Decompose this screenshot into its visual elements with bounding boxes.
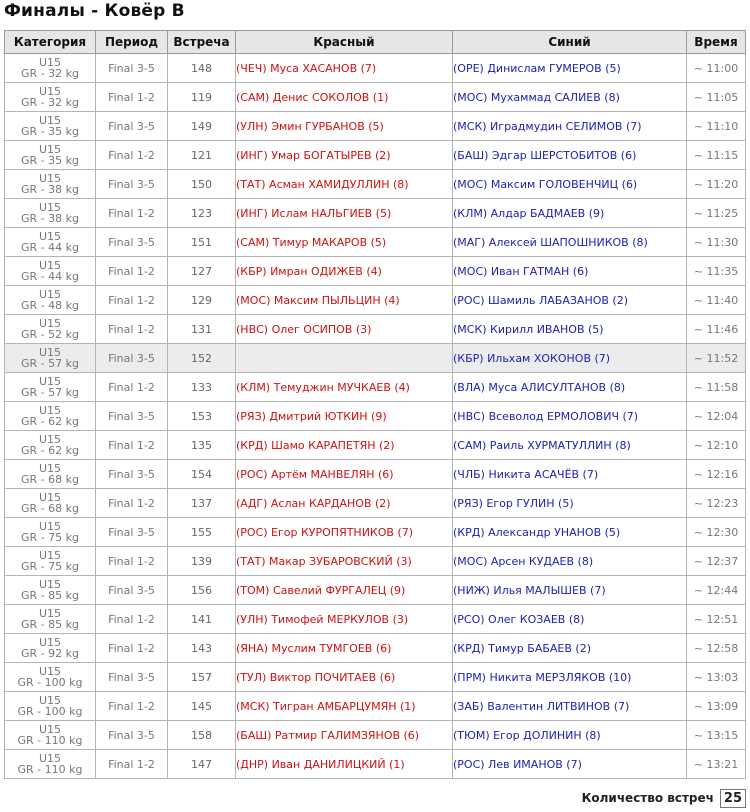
blue-wrestler-cell: (ОРЕ) Динислам ГУМЕРОВ (5)	[453, 54, 687, 83]
table-row[interactable]	[5, 431, 746, 460]
blue-wrestler-cell: (РОС) Лев ИМАНОВ (7)	[453, 750, 687, 779]
bout-count-footer	[582, 787, 746, 809]
category-cell	[5, 750, 96, 779]
weight-class: GR - 52 kg	[21, 328, 79, 341]
blue-wrestler-cell: (МАГ) Алексей ШАПОШНИКОВ (8)	[453, 228, 687, 257]
blue-wrestler-cell: (КЛМ) Алдар БАДМАЕВ (9)	[453, 199, 687, 228]
time-cell: ~ 12:44	[687, 576, 746, 605]
period-cell: Final 3-5	[96, 402, 168, 431]
weight-class: GR - 100 kg	[17, 676, 83, 689]
bout-number-cell: 127	[168, 257, 236, 286]
table-row[interactable]	[5, 170, 746, 199]
age-group: U15	[38, 636, 62, 649]
blue-wrestler-cell: (РЯЗ) Егор ГУЛИН (5)	[453, 489, 687, 518]
bout-number-cell: 149	[168, 112, 236, 141]
time-cell: ~ 12:51	[687, 605, 746, 634]
blue-wrestler-cell: (РОС) Шамиль ЛАБАЗАНОВ (2)	[453, 286, 687, 315]
weight-class: GR - 85 kg	[21, 618, 79, 631]
category-cell	[5, 315, 96, 344]
red-wrestler-cell: (МСК) Тигран АМБАРЦУМЯН (1)	[236, 692, 453, 721]
period-cell: Final 1-2	[96, 750, 168, 779]
time-cell: ~ 13:09	[687, 692, 746, 721]
red-wrestler-cell: (ЧЕЧ) Муса ХАСАНОВ (7)	[236, 54, 453, 83]
age-group: U15	[38, 317, 62, 330]
period-cell: Final 1-2	[96, 373, 168, 402]
red-wrestler-cell: (БАШ) Ратмир ГАЛИМЗЯНОВ (6)	[236, 721, 453, 750]
time-cell: ~ 11:58	[687, 373, 746, 402]
red-wrestler-cell: (УЛН) Эмин ГУРБАНОВ (5)	[236, 112, 453, 141]
weight-class: GR - 32 kg	[21, 96, 79, 109]
time-cell: ~ 11:05	[687, 83, 746, 112]
bout-number-cell: 148	[168, 54, 236, 83]
category-cell	[5, 518, 96, 547]
age-group: U15	[38, 549, 62, 562]
period-cell: Final 1-2	[96, 83, 168, 112]
table-row[interactable]	[5, 199, 746, 228]
weight-class: GR - 62 kg	[21, 415, 79, 428]
age-group: U15	[38, 288, 62, 301]
weight-class: GR - 75 kg	[21, 531, 79, 544]
time-cell: ~ 12:16	[687, 460, 746, 489]
category-cell	[5, 663, 96, 692]
time-cell: ~ 11:00	[687, 54, 746, 83]
table-row[interactable]	[5, 344, 746, 373]
bout-number-cell: 157	[168, 663, 236, 692]
bout-number-cell: 123	[168, 199, 236, 228]
table-row[interactable]	[5, 54, 746, 83]
period-cell: Final 3-5	[96, 228, 168, 257]
blue-wrestler-cell: (ТЮМ) Егор ДОЛИНИН (8)	[453, 721, 687, 750]
blue-wrestler-cell: (МОС) Мухаммад САЛИЕВ (8)	[453, 83, 687, 112]
time-cell: ~ 11:15	[687, 141, 746, 170]
weight-class: GR - 100 kg	[17, 705, 83, 718]
category-cell	[5, 141, 96, 170]
weight-class: GR - 38 kg	[21, 212, 79, 225]
column-header-bout[interactable]: Встреча	[168, 31, 236, 54]
red-wrestler-cell: (КРД) Шамо КАРАПЕТЯН (2)	[236, 431, 453, 460]
time-cell: ~ 13:15	[687, 721, 746, 750]
table-row[interactable]	[5, 112, 746, 141]
blue-wrestler-cell: (НИЖ) Илья МАЛЫШЕВ (7)	[453, 576, 687, 605]
age-group: U15	[38, 230, 62, 243]
weight-class: GR - 35 kg	[21, 125, 79, 138]
category-cell	[5, 547, 96, 576]
period-cell: Final 3-5	[96, 663, 168, 692]
table-row[interactable]	[5, 605, 746, 634]
bout-number-cell: 141	[168, 605, 236, 634]
age-group: U15	[38, 491, 62, 504]
age-group: U15	[38, 694, 62, 707]
weight-class: GR - 110 kg	[17, 734, 83, 747]
category-cell	[5, 402, 96, 431]
weight-class: GR - 57 kg	[21, 386, 79, 399]
blue-wrestler-cell: (КРД) Тимур БАБАЕВ (2)	[453, 634, 687, 663]
age-group: U15	[38, 723, 62, 736]
bout-number-cell: 139	[168, 547, 236, 576]
weight-class: GR - 62 kg	[21, 444, 79, 457]
blue-wrestler-cell: (ПРМ) Никита МЕРЗЛЯКОВ (10)	[453, 663, 687, 692]
bout-count-label: Количество встреч	[581, 791, 714, 805]
period-cell: Final 1-2	[96, 286, 168, 315]
age-group: U15	[38, 201, 62, 214]
bout-number-cell: 133	[168, 373, 236, 402]
category-cell	[5, 634, 96, 663]
period-cell: Final 3-5	[96, 518, 168, 547]
column-header-period[interactable]: Период	[96, 31, 168, 54]
time-cell: ~ 11:35	[687, 257, 746, 286]
table-row[interactable]	[5, 518, 746, 547]
period-cell: Final 1-2	[96, 605, 168, 634]
category-cell	[5, 257, 96, 286]
red-wrestler-cell: (САМ) Денис СОКОЛОВ (1)	[236, 83, 453, 112]
bout-number-cell: 137	[168, 489, 236, 518]
weight-class: GR - 44 kg	[21, 241, 79, 254]
table-row[interactable]	[5, 692, 746, 721]
table-row[interactable]	[5, 663, 746, 692]
blue-wrestler-cell: (КБР) Ильхам ХОКОНОВ (7)	[453, 344, 687, 373]
category-cell	[5, 83, 96, 112]
weight-class: GR - 85 kg	[21, 589, 79, 602]
bout-number-cell: 153	[168, 402, 236, 431]
age-group: U15	[38, 85, 62, 98]
red-wrestler-cell: (РЯЗ) Дмитрий ЮТКИН (9)	[236, 402, 453, 431]
category-cell	[5, 605, 96, 634]
time-cell: ~ 11:40	[687, 286, 746, 315]
time-cell: ~ 13:21	[687, 750, 746, 779]
time-cell: ~ 11:46	[687, 315, 746, 344]
category-cell	[5, 692, 96, 721]
table-row[interactable]	[5, 721, 746, 750]
table-row[interactable]	[5, 83, 746, 112]
period-cell: Final 1-2	[96, 199, 168, 228]
bout-number-cell: 151	[168, 228, 236, 257]
age-group: U15	[38, 56, 62, 69]
weight-class: GR - 35 kg	[21, 154, 79, 167]
category-cell	[5, 170, 96, 199]
weight-class: GR - 57 kg	[21, 357, 79, 370]
period-cell: Final 3-5	[96, 460, 168, 489]
table-row[interactable]	[5, 402, 746, 431]
age-group: U15	[38, 114, 62, 127]
weight-class: GR - 68 kg	[21, 502, 79, 515]
blue-wrestler-cell: (КРД) Александр УНАНОВ (5)	[453, 518, 687, 547]
red-wrestler-cell: (НВС) Олег ОСИПОВ (3)	[236, 315, 453, 344]
red-wrestler-cell: (КБР) Имран ОДИЖЕВ (4)	[236, 257, 453, 286]
age-group: U15	[38, 607, 62, 620]
bout-number-cell: 158	[168, 721, 236, 750]
bout-number-cell: 154	[168, 460, 236, 489]
category-cell	[5, 721, 96, 750]
red-wrestler-cell: (ТОМ) Савелий ФУРГАЛЕЦ (9)	[236, 576, 453, 605]
weight-class: GR - 48 kg	[21, 299, 79, 312]
time-cell: ~ 12:58	[687, 634, 746, 663]
red-wrestler-cell: (САМ) Тимур МАКАРОВ (5)	[236, 228, 453, 257]
time-cell: ~ 12:37	[687, 547, 746, 576]
period-cell: Final 3-5	[96, 112, 168, 141]
bout-number-cell: 129	[168, 286, 236, 315]
table-row[interactable]	[5, 750, 746, 779]
table-row[interactable]	[5, 373, 746, 402]
red-wrestler-cell: (ЯНА) Муслим ТУМГОЕВ (6)	[236, 634, 453, 663]
category-cell	[5, 344, 96, 373]
blue-wrestler-cell: (ВЛА) Муса АЛИСУЛТАНОВ (8)	[453, 373, 687, 402]
bout-number-cell: 150	[168, 170, 236, 199]
age-group: U15	[38, 433, 62, 446]
blue-wrestler-cell: (ЗАБ) Валентин ЛИТВИНОВ (7)	[453, 692, 687, 721]
category-cell	[5, 489, 96, 518]
weight-class: GR - 44 kg	[21, 270, 79, 283]
bout-count-value: 25	[720, 789, 746, 808]
table-row[interactable]	[5, 489, 746, 518]
bout-number-cell: 152	[168, 344, 236, 373]
blue-wrestler-cell: (БАШ) Эдгар ШЕРСТОБИТОВ (6)	[453, 141, 687, 170]
bout-number-cell: 156	[168, 576, 236, 605]
time-cell: ~ 11:30	[687, 228, 746, 257]
blue-wrestler-cell: (НВС) Всеволод ЕРМОЛОВИЧ (7)	[453, 402, 687, 431]
red-wrestler-cell: (КЛМ) Темуджин МУЧКАЕВ (4)	[236, 373, 453, 402]
time-cell: ~ 12:10	[687, 431, 746, 460]
red-wrestler-cell: (ТАТ) Макар ЗУБАРОВСКИЙ (3)	[236, 547, 453, 576]
category-cell	[5, 228, 96, 257]
bout-number-cell: 131	[168, 315, 236, 344]
red-wrestler-cell: (ИНГ) Ислам НАЛЬГИЕВ (5)	[236, 199, 453, 228]
category-cell	[5, 431, 96, 460]
period-cell: Final 1-2	[96, 489, 168, 518]
period-cell: Final 1-2	[96, 692, 168, 721]
period-cell: Final 1-2	[96, 634, 168, 663]
period-cell: Final 1-2	[96, 315, 168, 344]
period-cell: Final 3-5	[96, 344, 168, 373]
red-wrestler-cell: (АДГ) Аслан КАРДАНОВ (2)	[236, 489, 453, 518]
time-cell: ~ 11:10	[687, 112, 746, 141]
period-cell: Final 1-2	[96, 141, 168, 170]
age-group: U15	[38, 143, 62, 156]
blue-wrestler-cell: (МСК) Иградмудин СЕЛИМОВ (7)	[453, 112, 687, 141]
blue-wrestler-cell: (МСК) Кирилл ИВАНОВ (5)	[453, 315, 687, 344]
age-group: U15	[38, 172, 62, 185]
time-cell: ~ 11:52	[687, 344, 746, 373]
bout-number-cell: 147	[168, 750, 236, 779]
blue-wrestler-cell: (МОС) Максим ГОЛОВЕНЧИЦ (6)	[453, 170, 687, 199]
bout-number-cell: 135	[168, 431, 236, 460]
table-row[interactable]	[5, 547, 746, 576]
category-cell	[5, 460, 96, 489]
weight-class: GR - 32 kg	[21, 67, 79, 80]
time-cell: ~ 13:03	[687, 663, 746, 692]
red-wrestler-cell	[236, 344, 453, 373]
column-header-category[interactable]: Категория	[5, 31, 96, 54]
bout-number-cell: 143	[168, 634, 236, 663]
red-wrestler-cell: (УЛН) Тимофей МЕРКУЛОВ (3)	[236, 605, 453, 634]
weight-class: GR - 75 kg	[21, 560, 79, 573]
weight-class: GR - 110 kg	[17, 763, 83, 776]
period-cell: Final 3-5	[96, 170, 168, 199]
period-cell: Final 1-2	[96, 257, 168, 286]
weight-class: GR - 68 kg	[21, 473, 79, 486]
red-wrestler-cell: (МОС) Максим ПЫЛЬЦИН (4)	[236, 286, 453, 315]
period-cell: Final 1-2	[96, 547, 168, 576]
age-group: U15	[38, 375, 62, 388]
blue-wrestler-cell: (ЧЛБ) Никита АСАЧЁВ (7)	[453, 460, 687, 489]
time-cell: ~ 12:23	[687, 489, 746, 518]
bout-number-cell: 121	[168, 141, 236, 170]
time-cell: ~ 11:20	[687, 170, 746, 199]
category-cell	[5, 373, 96, 402]
table-row[interactable]	[5, 228, 746, 257]
blue-wrestler-cell: (МОС) Арсен КУДАЕВ (8)	[453, 547, 687, 576]
age-group: U15	[38, 578, 62, 591]
category-cell	[5, 286, 96, 315]
time-cell: ~ 12:04	[687, 402, 746, 431]
red-wrestler-cell: (РОС) Артём МАНВЕЛЯН (6)	[236, 460, 453, 489]
period-cell: Final 3-5	[96, 576, 168, 605]
red-wrestler-cell: (ТУЛ) Виктор ПОЧИТАЕВ (6)	[236, 663, 453, 692]
table-row[interactable]	[5, 257, 746, 286]
period-cell: Final 1-2	[96, 431, 168, 460]
table-row[interactable]	[5, 286, 746, 315]
age-group: U15	[38, 520, 62, 533]
age-group: U15	[38, 752, 62, 765]
category-cell	[5, 112, 96, 141]
column-header-time[interactable]: Время	[687, 31, 746, 54]
red-wrestler-cell: (РОС) Егор КУРОПЯТНИКОВ (7)	[236, 518, 453, 547]
category-cell	[5, 199, 96, 228]
age-group: U15	[38, 346, 62, 359]
period-cell: Final 3-5	[96, 721, 168, 750]
table-row[interactable]	[5, 460, 746, 489]
table-row[interactable]	[5, 315, 746, 344]
blue-wrestler-cell: (САМ) Раиль ХУРМАТУЛЛИН (8)	[453, 431, 687, 460]
page-title: Финалы - Ковёр B	[4, 1, 185, 21]
category-cell	[5, 54, 96, 83]
blue-wrestler-cell: (МОС) Иван ГАТМАН (6)	[453, 257, 687, 286]
time-cell: ~ 12:30	[687, 518, 746, 547]
weight-class: GR - 92 kg	[21, 647, 79, 660]
red-wrestler-cell: (ИНГ) Умар БОГАТЫРЕВ (2)	[236, 141, 453, 170]
blue-wrestler-cell: (РСО) Олег КОЗАЕВ (8)	[453, 605, 687, 634]
column-header-blue[interactable]: Синий	[453, 31, 687, 54]
red-wrestler-cell: (ТАТ) Асман ХАМИДУЛЛИН (8)	[236, 170, 453, 199]
table-header-row	[5, 31, 746, 54]
time-cell: ~ 11:25	[687, 199, 746, 228]
bouts-table	[4, 30, 746, 779]
category-cell	[5, 576, 96, 605]
age-group: U15	[38, 462, 62, 475]
bout-number-cell: 119	[168, 83, 236, 112]
column-header-red[interactable]: Красный	[236, 31, 453, 54]
age-group: U15	[38, 259, 62, 272]
period-cell: Final 3-5	[96, 54, 168, 83]
red-wrestler-cell: (ДНР) Иван ДАНИЛИЦКИЙ (1)	[236, 750, 453, 779]
bout-number-cell: 155	[168, 518, 236, 547]
table-row[interactable]	[5, 634, 746, 663]
table-row[interactable]	[5, 576, 746, 605]
bout-number-cell: 145	[168, 692, 236, 721]
weight-class: GR - 38 kg	[21, 183, 79, 196]
age-group: U15	[38, 665, 62, 678]
table-row[interactable]	[5, 141, 746, 170]
age-group: U15	[38, 404, 62, 417]
